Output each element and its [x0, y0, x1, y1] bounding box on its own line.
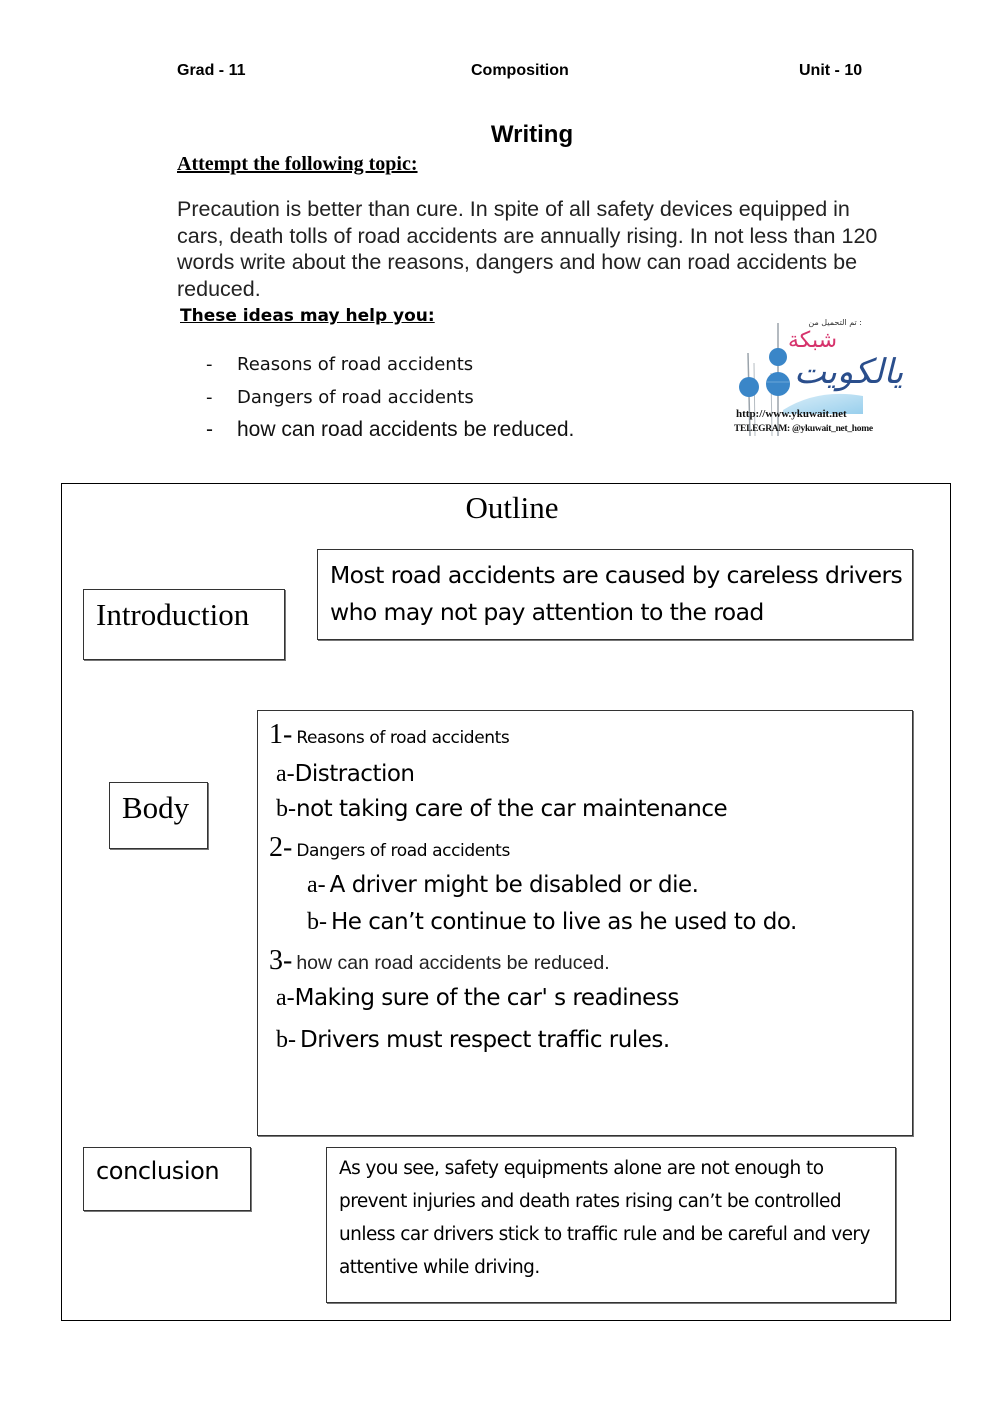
body-point: [276, 1027, 670, 1054]
page-title: Writing: [490, 121, 574, 148]
point-letter: a-: [276, 761, 295, 787]
topic-prompt: Precaution is better than cure. In spite of all safety devices equipped in cars, death tolls of road accidents are annually rising. In not less than 120 words write about the reasons, dangers and how can road accidents be reduced.: [177, 197, 878, 301]
idea-item: [206, 354, 473, 375]
point-letter: b-: [307, 909, 327, 935]
point-letter: b-: [276, 1027, 296, 1053]
unit-label: Unit - 10: [799, 62, 863, 79]
point-text: not taking care of the car maintenance: [296, 796, 728, 822]
body-label: Body: [122, 790, 190, 825]
section-heading-text: how can road accidents be reduced.: [296, 952, 610, 974]
body-section-heading: [269, 719, 509, 751]
idea-text: Dangers of road accidents: [237, 387, 474, 408]
watermark-caption: تم التحميل من :: [808, 318, 862, 327]
introduction-label: Introduction: [96, 597, 250, 632]
body-section-heading: [269, 945, 610, 977]
subject-label: Composition: [471, 62, 569, 79]
section-number: 1-: [269, 719, 293, 750]
introduction-text: Most road accidents are caused by careless drivers who may not pay attention to the road: [330, 561, 903, 626]
watermark-name-line2: يالكويت: [794, 352, 904, 392]
conclusion-label: conclusion: [96, 1157, 220, 1185]
watermark-logo: [728, 318, 904, 446]
watermark-name-line1: شبكة: [788, 328, 838, 353]
idea-item: [206, 387, 474, 408]
idea-text: how can road accidents be reduced.: [237, 418, 575, 441]
conclusion-text: As you see, safety equipments alone are not enough to prevent injuries and death rates rising can’t be controlled unless car drivers stick to traffic rule and be careful and very attentive while driving.: [339, 1158, 870, 1278]
instruction-heading: Attempt the following topic:: [177, 153, 418, 175]
ideas-heading: These ideas may help you:: [180, 306, 435, 326]
watermark-telegram: TELEGRAM: @ykuwait_net_home: [734, 424, 873, 434]
point-text: Distraction: [294, 761, 415, 787]
section-heading-text: Reasons of road accidents: [296, 728, 510, 748]
idea-item: [206, 418, 574, 442]
point-letter: a-: [307, 872, 326, 898]
point-letter: b-: [276, 796, 296, 822]
body-point: [276, 761, 415, 788]
section-number: 2-: [269, 832, 293, 863]
body-point: [307, 872, 698, 899]
bullet-dash: -: [206, 418, 213, 441]
point-text: Making sure of the car' s readiness: [294, 985, 679, 1011]
point-text: A driver might be disabled or die.: [329, 872, 699, 898]
watermark-url: http://www.ykuwait.net: [736, 408, 847, 420]
body-point: [307, 909, 797, 936]
bullet-dash: -: [206, 354, 213, 375]
section-number: 3-: [269, 945, 293, 976]
body-point: [276, 985, 679, 1012]
section-heading-text: Dangers of road accidents: [296, 841, 510, 861]
point-text: Drivers must respect traffic rules.: [300, 1027, 670, 1053]
outline-title: Outline: [465, 490, 559, 525]
point-text: He can’t continue to live as he used to do.: [331, 909, 797, 935]
bullet-dash: -: [206, 387, 213, 408]
grade-label: Grad - 11: [177, 62, 246, 79]
point-letter: a-: [276, 985, 295, 1011]
idea-text: Reasons of road accidents: [237, 354, 474, 375]
body-point: [276, 796, 727, 823]
body-section-heading: [269, 832, 510, 864]
